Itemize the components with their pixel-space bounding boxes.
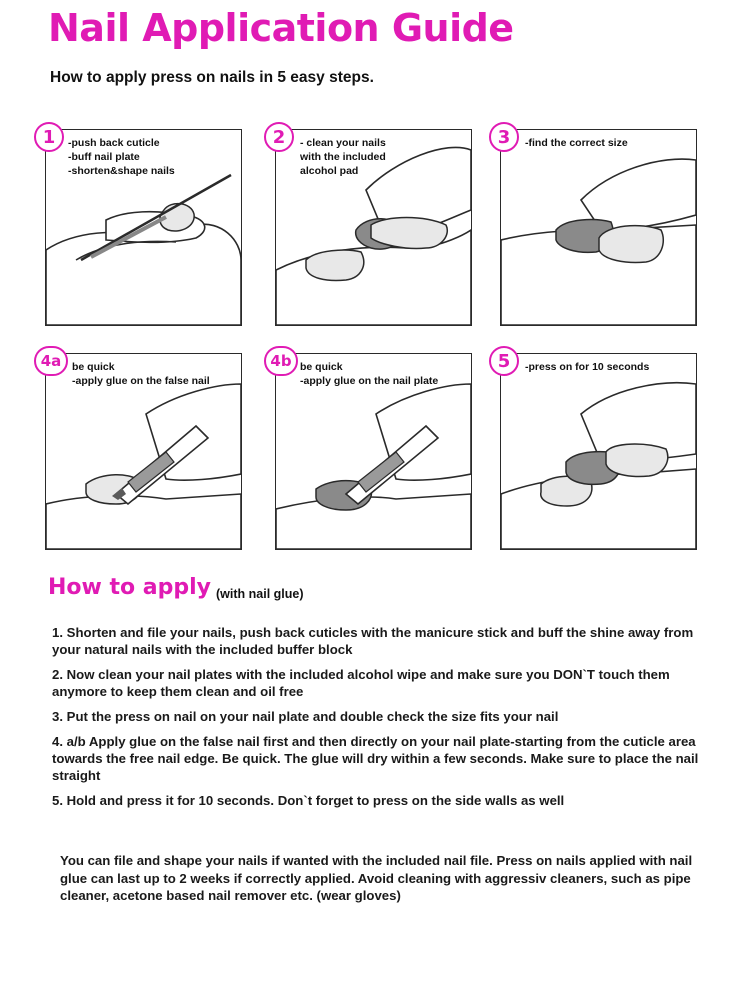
instruction-step-2: 2. Now clean your nail plates with the included alcohol wipe and make sure you DON`T touch them anymore to keep them clean and oil free [52, 667, 670, 699]
instruction-list [52, 624, 722, 817]
step-2-badge: 2 [264, 122, 294, 152]
step-4a-badge: 4a [34, 346, 68, 376]
step-5-badge: 5 [489, 346, 519, 376]
step-4b-badge: 4b [264, 346, 298, 376]
instruction-step-1: 1. Shorten and file your nails, push back cuticles with the manicure stick and buff the shine away from your natural nails with the included buffer block [52, 625, 694, 657]
page-title: Nail Application Guide [48, 6, 514, 50]
page-subtitle: How to apply press on nails in 5 easy steps. [50, 69, 374, 86]
instruction-step-3: 3. Put the press on nail on your nail plate and double check the size fits your nail [52, 709, 559, 724]
instruction-step-4: 4. a/b Apply glue on the false nail first and then directly on your nail plate-starting from the cuticle area towards the free nail edge. Be quick. The glue will dry within a few seconds. Make sure to place the nail straight [52, 734, 699, 783]
how-to-apply-note: (with nail glue) [216, 587, 304, 601]
step-3-text: -find the correct size [525, 137, 628, 149]
step-5-text: -press on for 10 seconds [525, 361, 650, 373]
step-3-badge: 3 [489, 122, 519, 152]
how-to-apply-heading: How to apply [48, 575, 212, 600]
step-5-illustration [501, 354, 696, 549]
step-1-panel [45, 129, 242, 326]
step-2-text: - clean your nails with the included alcohol pad [300, 137, 386, 177]
step-3-illustration [501, 130, 696, 325]
step-2-panel [275, 129, 472, 326]
instruction-step-5: 5. Hold and press it for 10 seconds. Don`t forget to press on the side walls as well [52, 793, 565, 808]
step-4b-text: be quick -apply glue on the nail plate [300, 361, 439, 387]
step-4a-panel [45, 353, 242, 550]
step-1-text: -push back cuticle -buff nail plate -shorten&shape nails [68, 137, 175, 177]
step-1-badge: 1 [34, 122, 64, 152]
step-4a-text: be quick -apply glue on the false nail [72, 361, 210, 387]
care-footnote: You can file and shape your nails if wanted with the included nail file. Press on nails applied with nail glue can last up to 2 weeks if correctly applied. Avoid cleaning with aggressiv cleaners, such as pipe cleaner, acetone based nail remover etc. (wear gloves) [60, 853, 693, 903]
step-4b-panel [275, 353, 472, 550]
step-3-panel [500, 129, 697, 326]
step-5-panel [500, 353, 697, 550]
